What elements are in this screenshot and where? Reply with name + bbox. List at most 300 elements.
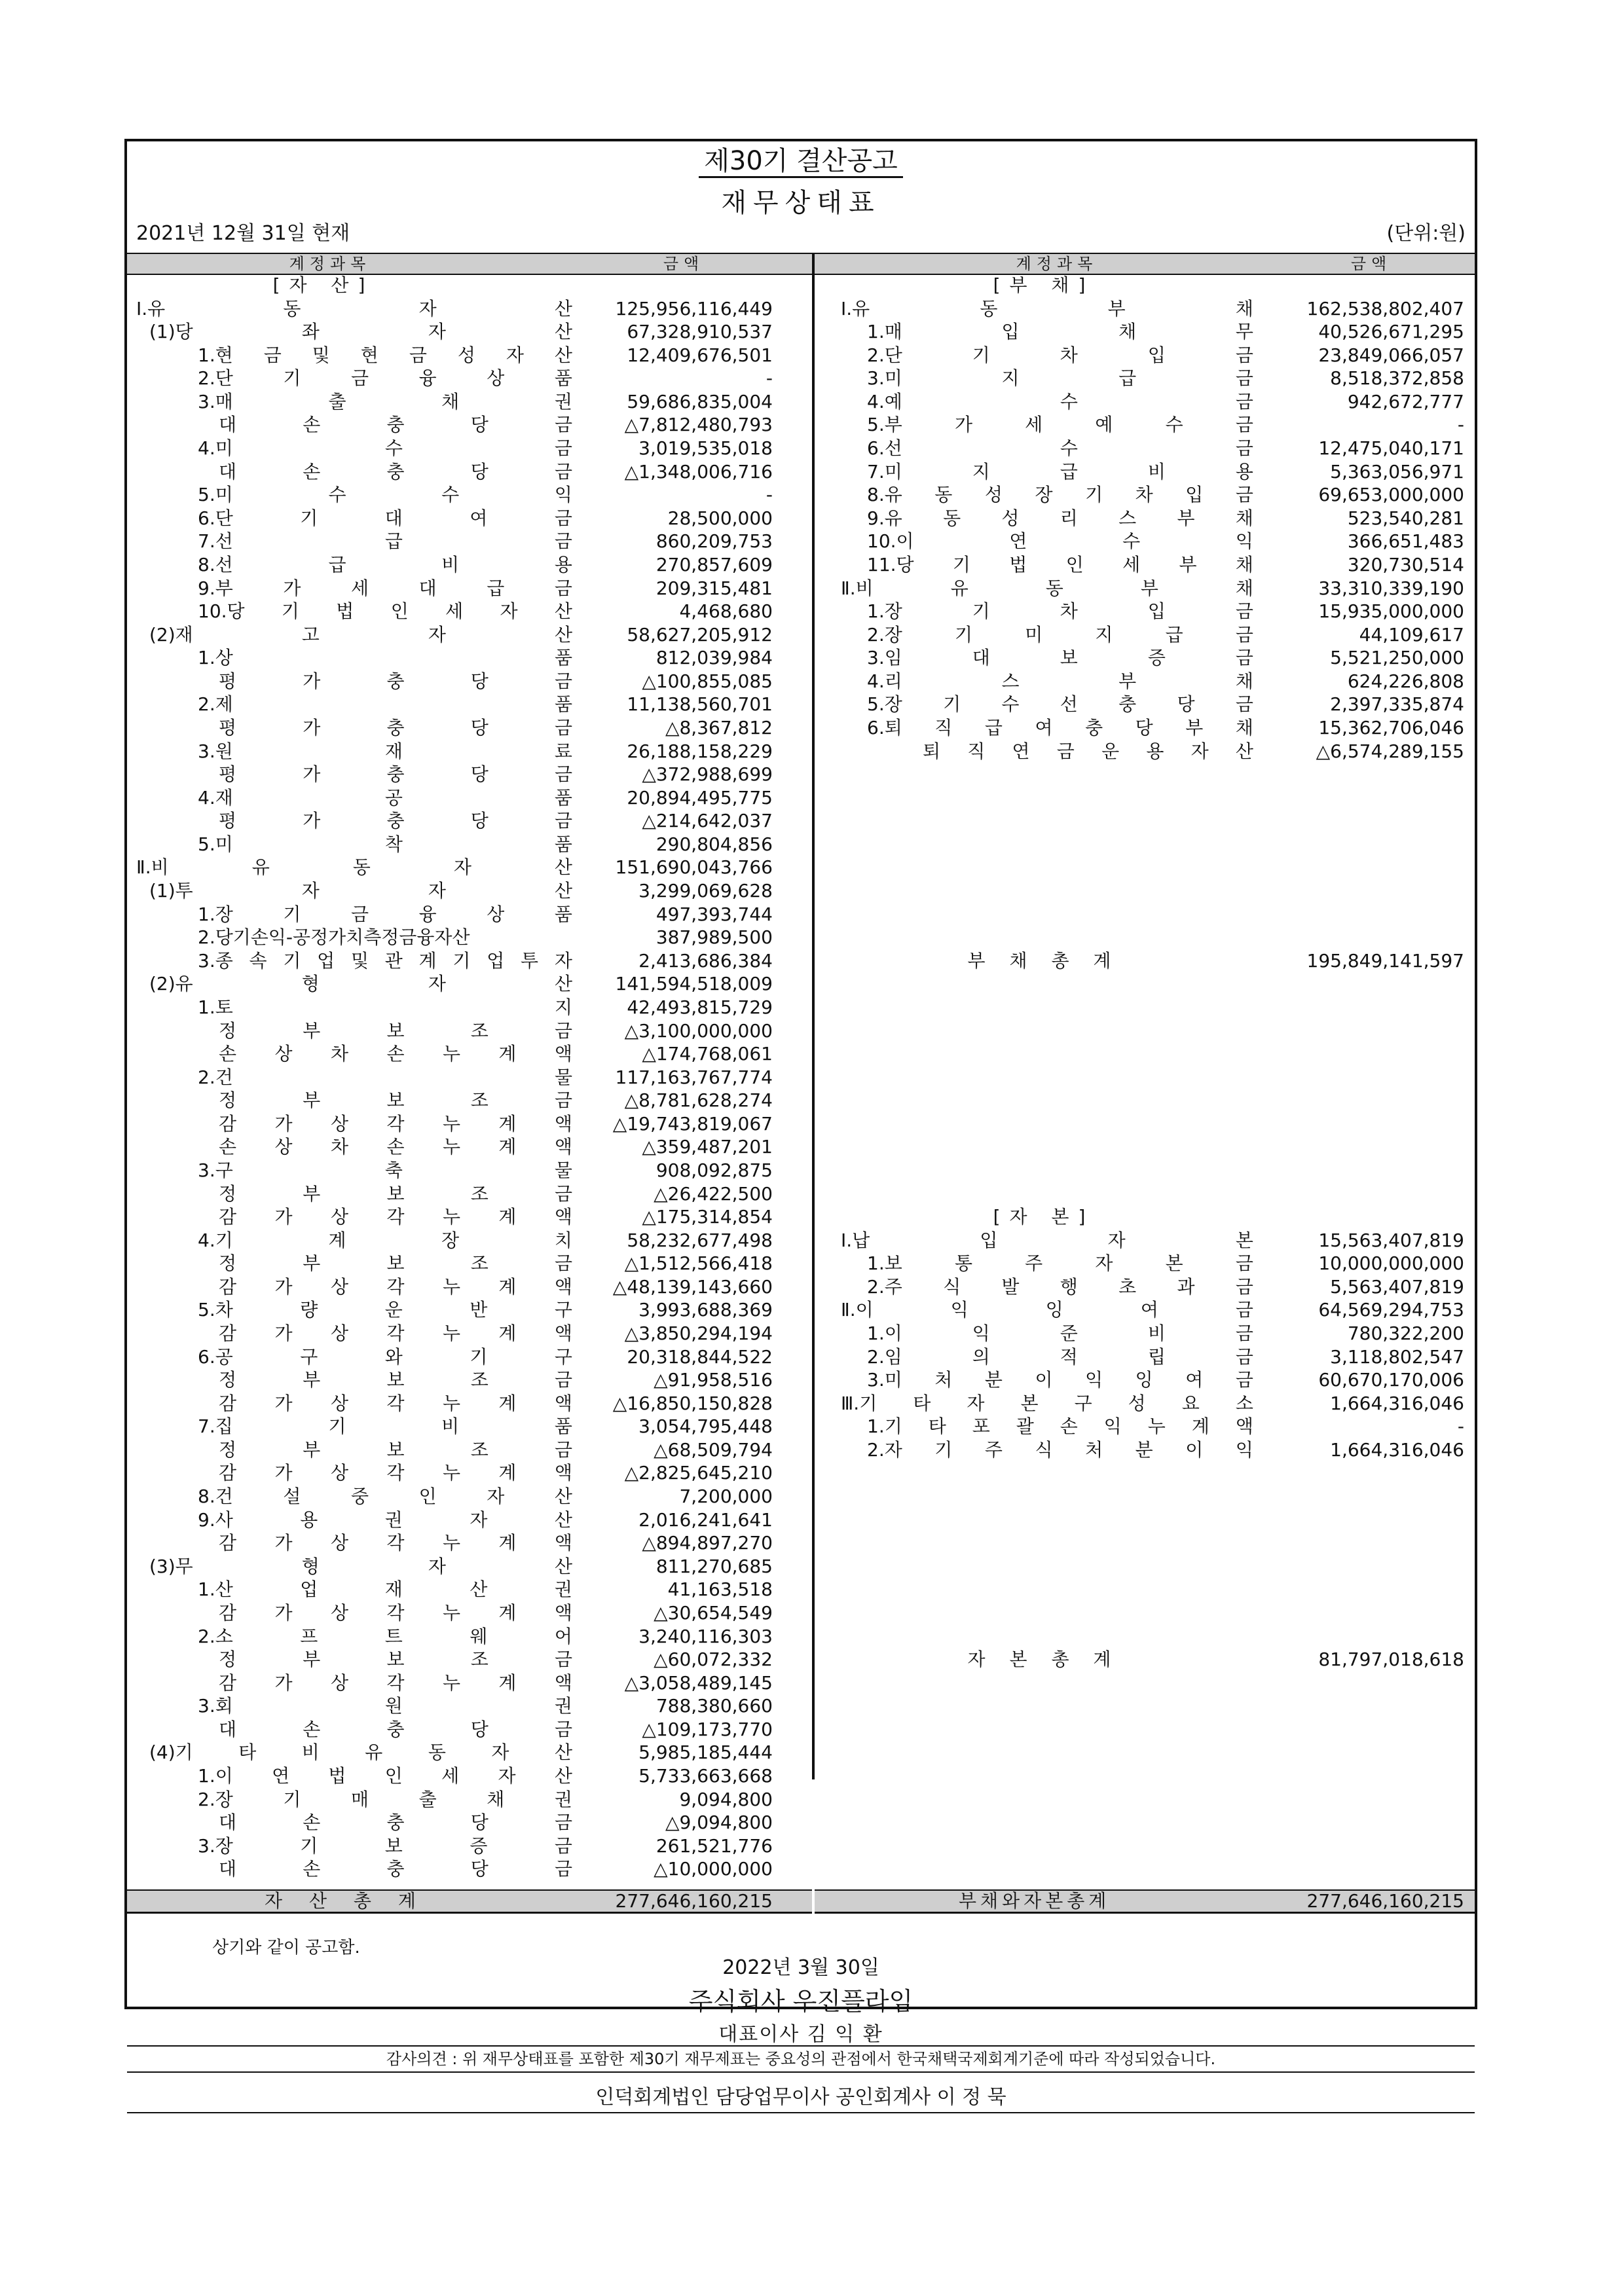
label-glyph: 금 <box>554 1438 572 1461</box>
label-glyph: 대 <box>219 414 237 436</box>
label-glyph: 충 <box>386 716 405 738</box>
table-row <box>127 972 812 996</box>
account-label <box>841 1392 1253 1415</box>
label-glyph: 급 <box>1118 367 1137 390</box>
label-glyph: 량 <box>300 1299 318 1321</box>
label-glyph: 자 <box>554 949 572 972</box>
label-glyph: 각 <box>386 1671 405 1694</box>
label-glyph: 기 <box>328 1415 346 1438</box>
label-glyph: 본 <box>1165 1252 1183 1275</box>
label-glyph: 감 <box>219 1392 237 1414</box>
table-row <box>815 600 1475 623</box>
account-label <box>219 716 572 740</box>
label-glyph: 충 <box>386 1812 405 1834</box>
table-row <box>127 786 812 810</box>
table-row <box>127 1229 812 1252</box>
label-glyph: 자 <box>418 297 437 319</box>
label-glyph: 각 <box>386 1601 405 1624</box>
amount-value: 860,209,753 <box>655 530 773 553</box>
label-glyph: 각 <box>386 1532 405 1554</box>
account-label <box>219 1182 572 1206</box>
label-glyph: 산 <box>554 973 572 995</box>
label-glyph: 연 <box>1012 740 1030 762</box>
label-glyph: 평 <box>219 670 237 692</box>
label-glyph: 상 <box>330 1462 349 1484</box>
table-row <box>815 856 1475 879</box>
label-glyph: 액 <box>554 1601 572 1624</box>
label-glyph: 3.회 <box>198 1695 233 1717</box>
label-glyph: 준 <box>1060 1322 1078 1345</box>
table-row <box>127 716 812 740</box>
amount-value: 10,000,000,000 <box>1318 1252 1464 1275</box>
amount-value: 4,468,680 <box>679 600 773 623</box>
table-row <box>815 646 1475 670</box>
account-label <box>867 670 1253 693</box>
amount-value: - <box>1457 1415 1464 1438</box>
table-row <box>815 996 1475 1019</box>
notice-title <box>127 141 1475 181</box>
label-glyph: 품 <box>554 786 572 809</box>
account-label <box>867 716 1253 740</box>
label-glyph: 처 <box>934 1369 953 1391</box>
label-glyph: 가 <box>274 1532 293 1554</box>
label-glyph: 원 <box>384 1695 403 1717</box>
label-glyph: (4)기 <box>149 1741 193 1764</box>
account-label <box>867 507 1253 530</box>
liab-equity-total-row <box>815 1889 1475 1914</box>
table-row <box>127 1694 812 1718</box>
table-row <box>127 1252 812 1275</box>
label-glyph: 금 <box>554 1019 572 1042</box>
amount-value: 366,651,483 <box>1347 530 1464 553</box>
label-glyph: 손 <box>303 1858 321 1880</box>
label-glyph: 식 <box>1035 1438 1053 1461</box>
label-glyph: 2.주 <box>867 1275 902 1298</box>
account-label <box>219 1857 572 1881</box>
label-glyph: 가 <box>283 577 301 599</box>
label-glyph: 가 <box>303 810 321 832</box>
label-glyph: 감 <box>219 1532 237 1554</box>
amount-value: 270,857,609 <box>655 553 773 575</box>
table-row <box>815 833 1475 856</box>
label-glyph: 구 <box>1074 1392 1092 1414</box>
amount-value: 209,315,481 <box>655 577 773 599</box>
table-row <box>815 1531 1475 1555</box>
notice-date: 2022년 3월 30일 <box>722 1956 879 1979</box>
label-glyph: 입 <box>1185 484 1204 506</box>
amount-value: 5,733,663,668 <box>638 1765 773 1787</box>
label-glyph: 대 <box>219 1858 237 1880</box>
label-glyph: 좌 <box>301 321 320 343</box>
label-glyph: 장 <box>441 1229 460 1251</box>
label-glyph: 장 <box>1035 484 1053 506</box>
label-glyph: 당 <box>470 763 489 786</box>
label-glyph: 상 <box>330 1206 349 1228</box>
label-glyph: 자 <box>1190 740 1209 762</box>
label-glyph: 계 <box>498 1112 517 1135</box>
label-glyph: 부 <box>1185 716 1204 738</box>
account-label <box>198 833 572 856</box>
amount-value: 33,310,339,190 <box>1318 577 1464 599</box>
label-glyph: 11.당 <box>867 553 914 575</box>
label-glyph: 품 <box>554 647 572 669</box>
label-glyph: 가 <box>274 1322 293 1345</box>
account-label <box>198 1345 572 1369</box>
label-glyph: 차 <box>1060 600 1078 623</box>
account-label <box>219 1392 572 1415</box>
table-row <box>127 1275 812 1299</box>
table-row <box>815 1042 1475 1066</box>
label-glyph: 당 <box>1135 716 1153 738</box>
label-glyph: 무 <box>1235 321 1253 343</box>
account-label <box>198 1834 572 1858</box>
account-label <box>867 623 1253 647</box>
account-label <box>867 553 1253 577</box>
table-row <box>815 926 1475 949</box>
label-glyph: 여 <box>1185 1369 1204 1391</box>
label-glyph: 여 <box>1140 1299 1158 1321</box>
label-glyph: 매 <box>350 1788 369 1810</box>
label-glyph: 동 <box>283 297 301 319</box>
balance-sheet-notice <box>124 139 1477 2109</box>
label-glyph: 출 <box>418 1788 437 1810</box>
label-glyph: 액 <box>554 1112 572 1135</box>
label-glyph: 평 <box>219 763 237 786</box>
label-glyph: 익 <box>1235 1438 1253 1461</box>
report-date: 2021년 12월 31일 현재 <box>136 222 350 245</box>
label-glyph: 과 <box>1177 1275 1195 1298</box>
unit-label: (단위:원) <box>1386 222 1466 245</box>
label-glyph: (1)투 <box>149 880 193 902</box>
label-glyph: 각 <box>386 1206 405 1228</box>
amount-value: 81,797,018,618 <box>1318 1649 1464 1671</box>
table-row <box>815 972 1475 996</box>
header-amount: 금액 <box>1350 255 1392 273</box>
label-glyph: 정 <box>219 1438 237 1461</box>
label-glyph: 자 <box>491 1741 509 1764</box>
amount-value: 942,672,777 <box>1347 390 1464 412</box>
table-row <box>815 297 1475 321</box>
table-row <box>815 1135 1475 1159</box>
table-row <box>815 530 1475 553</box>
label-glyph: 금 <box>1056 740 1075 762</box>
account-label <box>867 530 1253 553</box>
label-glyph: 3.미 <box>867 1369 902 1391</box>
label-glyph: 기 <box>943 693 961 716</box>
account-label <box>867 320 1253 344</box>
table-row <box>815 274 1475 297</box>
account-label <box>219 1205 572 1229</box>
table-row <box>127 1485 812 1508</box>
label-glyph: 누 <box>442 1043 460 1065</box>
table-row <box>127 367 812 390</box>
label-glyph: 리 <box>1060 507 1078 529</box>
table-row <box>127 879 812 903</box>
table-row <box>127 577 812 600</box>
label-glyph: 보 <box>386 1019 405 1042</box>
label-glyph: 손 <box>219 1043 237 1065</box>
amount-value: 1,664,316,046 <box>1330 1392 1464 1414</box>
amount-value: 5,985,185,444 <box>638 1741 773 1764</box>
label-glyph: 동 <box>934 484 953 506</box>
table-row <box>815 320 1475 344</box>
amount-value: 3,019,535,018 <box>638 437 773 460</box>
label-glyph: 금 <box>1235 344 1253 366</box>
amount-value: - <box>766 367 773 390</box>
label-glyph: 공 <box>384 786 403 809</box>
label-glyph: 상 <box>487 367 505 390</box>
label-glyph: 여 <box>1035 716 1053 738</box>
table-row <box>127 1648 812 1671</box>
amount-value: 141,594,518,009 <box>615 973 773 995</box>
label-glyph: 1.이 <box>867 1322 902 1345</box>
label-glyph: 채 <box>1235 716 1253 738</box>
label-glyph: 3.원 <box>198 740 233 762</box>
label-glyph: 각 <box>386 1392 405 1414</box>
account-label <box>198 949 572 973</box>
label-glyph: 산 <box>554 297 572 319</box>
label-glyph: 익 <box>972 1322 990 1345</box>
amount-value: 5,521,250,000 <box>1330 647 1464 669</box>
label-glyph: 인 <box>384 1765 403 1787</box>
table-row <box>815 1601 1475 1625</box>
account-label <box>198 693 572 716</box>
account-label <box>198 1508 572 1532</box>
account-label <box>219 1019 572 1043</box>
account-label <box>198 367 572 390</box>
label-glyph: 가 <box>274 1671 293 1694</box>
table-row <box>815 1019 1475 1043</box>
table-row <box>127 1811 812 1834</box>
label-glyph: 자 <box>428 880 446 902</box>
label-glyph: 1.매 <box>867 321 902 343</box>
amount-value: 162,538,802,407 <box>1306 297 1464 319</box>
table-row <box>815 1415 1475 1438</box>
label-glyph: 수 <box>1060 437 1078 460</box>
account-label <box>867 1438 1253 1462</box>
table-row <box>815 1159 1475 1182</box>
label-glyph: 및 <box>350 949 369 972</box>
label-glyph: 금 <box>1235 484 1253 506</box>
table-row <box>127 903 812 926</box>
label-glyph: 계 <box>498 1206 517 1228</box>
label-glyph: 충 <box>386 763 405 786</box>
company-name: 주식회사 우진플라임 <box>688 1987 913 2016</box>
label-glyph: 관 <box>384 949 403 972</box>
label-glyph: 차 <box>1060 344 1078 366</box>
label-glyph: 세 <box>1025 414 1043 436</box>
label-glyph: 4.리 <box>867 670 902 692</box>
account-label <box>198 1788 572 1812</box>
account-label <box>198 1298 572 1322</box>
label-glyph: 채 <box>1118 321 1137 343</box>
label-glyph: 기 <box>972 600 990 623</box>
account-label <box>867 1275 1253 1299</box>
label-glyph: 채 <box>487 1788 505 1810</box>
label-glyph: 금 <box>554 1649 572 1671</box>
label-glyph: 손 <box>303 1812 321 1834</box>
label-glyph: 평 <box>219 810 237 832</box>
table-row <box>815 1229 1475 1252</box>
amount-value: 3,299,069,628 <box>638 880 773 902</box>
table-row <box>127 1368 812 1392</box>
amount-value: △30,654,549 <box>654 1601 773 1624</box>
amount-value: 3,054,795,448 <box>638 1415 773 1438</box>
label-glyph: 당 <box>470 460 489 483</box>
label-glyph: 본 <box>1235 1229 1253 1251</box>
amount-value: △174,768,061 <box>642 1043 773 1065</box>
amount-value: 523,540,281 <box>1347 507 1464 529</box>
account-label <box>219 1438 572 1462</box>
table-row <box>127 1066 812 1089</box>
amount-value: 497,393,744 <box>655 903 773 925</box>
label-glyph: 동 <box>352 856 371 879</box>
table-row <box>815 1648 1475 1671</box>
label-glyph: 계 <box>498 1322 517 1345</box>
label-glyph: 자 <box>470 1508 488 1531</box>
label-glyph: 소 <box>1235 1392 1253 1414</box>
ceo-name: 대표이사 김 익 환 <box>718 2023 883 2046</box>
label-glyph: 수 <box>1001 693 1020 716</box>
label-glyph: 자 <box>500 600 518 623</box>
table-row <box>127 297 812 321</box>
amount-value: 1,664,316,046 <box>1330 1438 1464 1461</box>
table-row <box>815 1625 1475 1649</box>
table-row <box>127 1438 812 1462</box>
label-glyph: 출 <box>328 390 346 412</box>
label-glyph: 감 <box>219 1601 237 1624</box>
table-row <box>127 413 812 437</box>
label-glyph: 수 <box>1122 530 1141 553</box>
label-glyph: 부 <box>303 1369 321 1391</box>
label-glyph: 정 <box>219 1649 237 1671</box>
account-label <box>198 1066 572 1089</box>
label-glyph: 급 <box>1165 623 1183 646</box>
label-glyph: 본 <box>1020 1392 1039 1414</box>
label-glyph: 성 <box>984 484 1003 506</box>
label-glyph: 각 <box>386 1275 405 1298</box>
label-glyph: 급 <box>328 553 346 575</box>
label-glyph: 6.공 <box>198 1345 233 1368</box>
label-glyph: 품 <box>554 367 572 390</box>
label-glyph: 액 <box>554 1392 572 1414</box>
amount-value: 9,094,800 <box>679 1788 773 1810</box>
label-glyph: 금 <box>1235 414 1253 436</box>
label-glyph: 기 <box>1085 484 1103 506</box>
account-label <box>136 856 572 879</box>
header-right <box>815 253 1475 275</box>
account-label <box>219 1042 572 1066</box>
label-glyph: 2.장 <box>867 623 902 646</box>
label-glyph: Ⅰ.유 <box>136 297 166 319</box>
label-glyph: 2.건 <box>198 1066 233 1088</box>
account-label <box>198 740 572 763</box>
amount-value: 151,690,043,766 <box>615 856 773 879</box>
amount-value: 3,993,688,369 <box>638 1299 773 1321</box>
label-glyph: 자 <box>498 1765 516 1787</box>
label-glyph: Ⅰ.유 <box>841 297 870 319</box>
label-glyph: 의 <box>972 1345 990 1368</box>
label-glyph: 기 <box>952 553 970 575</box>
amount-value: △7,812,480,793 <box>624 414 773 436</box>
label-glyph: 계 <box>498 1671 517 1694</box>
label-glyph: 예 <box>1095 414 1113 436</box>
label-glyph: 주 <box>984 1438 1003 1461</box>
label-glyph: 금 <box>554 577 572 599</box>
label-glyph: 2.단 <box>867 344 902 366</box>
amount-value: 3,240,116,303 <box>638 1625 773 1647</box>
amount-value: 320,730,514 <box>1347 553 1464 575</box>
table-row <box>815 1275 1475 1299</box>
label-glyph: 조 <box>470 1369 489 1391</box>
label-glyph: 중 <box>350 1485 369 1508</box>
label-glyph: 계 <box>498 1392 517 1414</box>
account-label <box>841 297 1253 321</box>
label-glyph: 4.미 <box>198 437 233 460</box>
label-glyph: 손 <box>303 1718 321 1740</box>
amount-value: 60,670,170,006 <box>1318 1369 1464 1391</box>
amount-value: △68,509,794 <box>654 1438 773 1461</box>
account-label <box>198 437 572 460</box>
label-glyph: 업 <box>300 1578 318 1601</box>
label-glyph: 성 <box>1128 1392 1146 1414</box>
table-row <box>127 600 812 623</box>
label-glyph: 대 <box>219 1718 237 1740</box>
label-glyph: 기 <box>954 623 972 646</box>
table-row <box>127 1461 812 1485</box>
label-glyph: 기 <box>452 949 471 972</box>
table-row <box>127 926 812 949</box>
account-label <box>198 577 572 600</box>
label-glyph: 기 <box>281 600 299 623</box>
label-glyph: 식 <box>943 1275 961 1298</box>
label-glyph: 감 <box>219 1462 237 1484</box>
label-glyph: 상 <box>330 1532 349 1554</box>
label-glyph: 금 <box>554 1369 572 1391</box>
label-glyph: 상 <box>330 1322 349 1345</box>
label-glyph: 기 <box>283 1788 301 1810</box>
label-glyph: 이 <box>1035 1369 1053 1391</box>
label-glyph: 차 <box>330 1043 349 1065</box>
label-glyph: 융 <box>418 903 437 925</box>
label-glyph: 대 <box>384 507 403 529</box>
amount-value: 28,500,000 <box>667 507 773 529</box>
label-glyph: 5.장 <box>867 693 902 716</box>
label-glyph: 자 <box>506 344 524 366</box>
table-row <box>127 1508 812 1532</box>
account-label <box>136 297 572 321</box>
table-row <box>127 1741 812 1764</box>
label-glyph: 분 <box>1135 1438 1153 1461</box>
table-row <box>127 483 812 507</box>
label-glyph: 금 <box>1235 1275 1253 1298</box>
amount-value: △60,072,332 <box>654 1649 773 1671</box>
label-glyph: 누 <box>442 1532 460 1554</box>
amount-value: 42,493,815,729 <box>627 996 773 1018</box>
table-row <box>127 763 812 786</box>
label-glyph: 및 <box>312 344 330 366</box>
liabilities-equity-column <box>815 274 1475 1671</box>
label-glyph: 권 <box>554 1578 572 1601</box>
label-glyph: 법 <box>1009 553 1027 575</box>
label-glyph: 8.선 <box>198 553 233 575</box>
amount-value: △3,850,294,194 <box>624 1322 773 1345</box>
table-row <box>815 437 1475 460</box>
label-glyph: 조 <box>470 1182 489 1205</box>
table-row <box>815 1461 1475 1485</box>
table-row <box>127 437 812 460</box>
table-row <box>127 1671 812 1695</box>
